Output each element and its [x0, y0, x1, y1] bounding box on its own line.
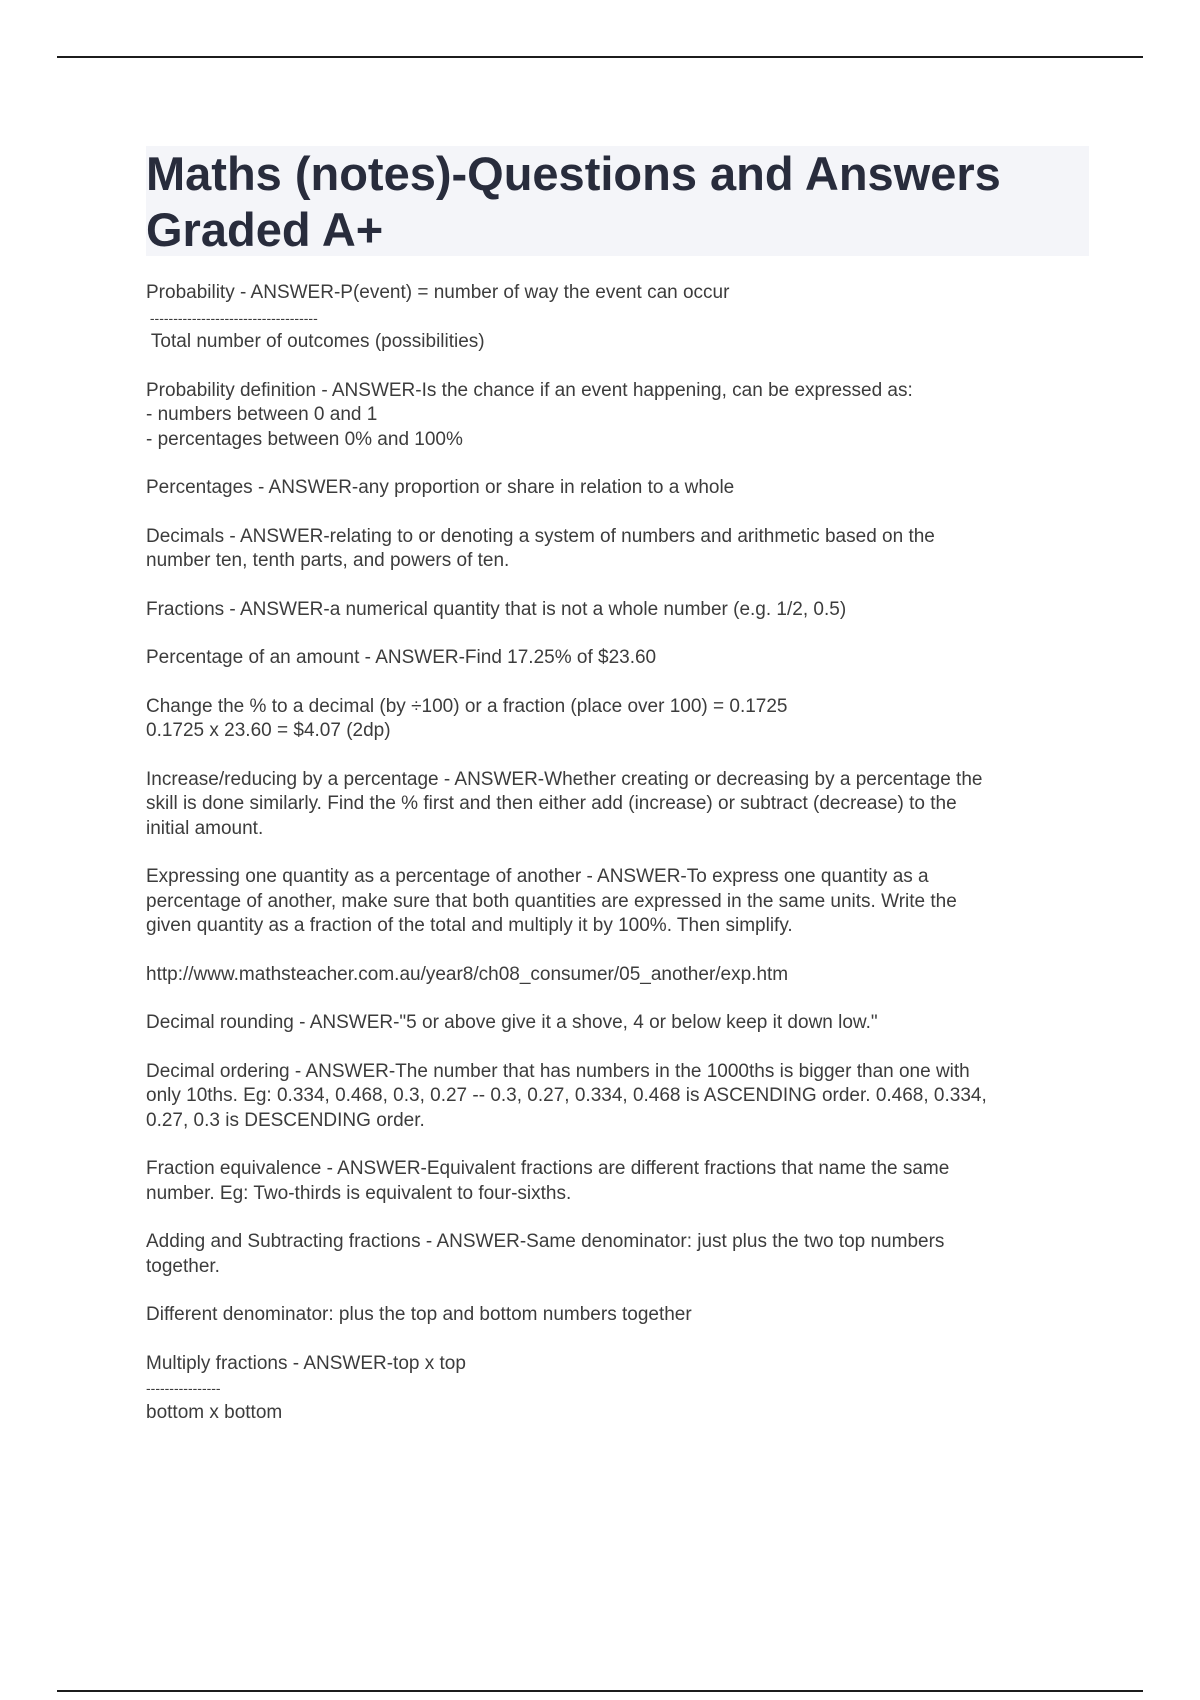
qa-entry-decimals	[146, 525, 1091, 574]
entry-line: 0.1725 x 23.60 = $4.07 (2dp)	[146, 720, 391, 741]
qa-list	[146, 281, 1091, 1449]
fraction-bar-text: ----------------	[146, 1380, 221, 1396]
entry-line: together.	[146, 1255, 220, 1277]
entry-line: Adding and Subtracting fractions - ANSWER-Same denominator: just plus the two top numbers	[146, 1231, 945, 1252]
entry-line: Fractions - ANSWER-a numerical quantity that is not a whole number (e.g. 1/2, 0.5)	[146, 598, 847, 620]
entry-line: number. Eg: Two-thirds is equivalent to four-sixths.	[146, 1182, 572, 1204]
fraction-bar-text: ------------------------------------	[146, 309, 318, 326]
entry-line: number ten, tenth parts, and powers of ten.	[146, 550, 510, 571]
qa-entry-change-percent	[146, 695, 1091, 744]
entry-line: Fraction equivalence - ANSWER-Equivalent fractions are different fractions that name the same	[146, 1158, 950, 1179]
qa-entry-adding-subtracting	[146, 1230, 1091, 1279]
title-line-2: Graded A+	[146, 203, 384, 256]
entry-line: - numbers between 0 and 1	[146, 404, 378, 425]
entry-line: skill is done similarly. Find the % first and then either add (increase) or subtract (decrease) to the	[146, 793, 957, 814]
entry-line: Increase/reducing by a percentage - ANSWER-Whether creating or decreasing by a percentage the	[146, 768, 983, 790]
document-title	[146, 146, 1089, 258]
entry-line: Percentage of an amount - ANSWER-Find 17.25% of $23.60	[146, 647, 657, 668]
entry-line: Total number of outcomes (possibilities)	[146, 331, 485, 352]
qa-entry-multiply-fractions	[146, 1352, 1091, 1426]
entry-line: Decimals - ANSWER-relating to or denoting a system of numbers and arithmetic based on the	[146, 525, 935, 547]
qa-entry-probability	[146, 281, 1091, 355]
entry-line: Different denominator: plus the top and bottom numbers together	[146, 1304, 692, 1325]
qa-entry-percentage-of-amount	[146, 646, 1091, 671]
entry-line: percentage of another, make sure that both quantities are expressed in the same units. Write the	[146, 890, 957, 912]
qa-entry-fraction-equivalence	[146, 1157, 1091, 1206]
qa-entry-decimal-rounding	[146, 1011, 1091, 1036]
qa-entry-increase-reduce	[146, 768, 1091, 842]
qa-entry-reference-link	[146, 963, 1091, 988]
entry-line: - percentages between 0% and 100%	[146, 428, 463, 450]
entry-line: only 10ths. Eg: 0.334, 0.468, 0.3, 0.27 -- 0.3, 0.27, 0.334, 0.468 is ASCENDING order. 0.468, 0.334,	[146, 1085, 987, 1106]
entry-line: Probability - ANSWER-P(event) = number of way the event can occur	[146, 282, 730, 303]
qa-entry-percentages	[146, 476, 1091, 501]
entry-line: given quantity as a fraction of the total and multiply it by 100%. Then simplify.	[146, 915, 793, 936]
entry-line: Decimal rounding - ANSWER-"5 or above give it a shove, 4 or below keep it down low."	[146, 1012, 878, 1033]
qa-entry-decimal-ordering	[146, 1060, 1091, 1134]
qa-entry-probability-definition	[146, 379, 1091, 453]
title-banner	[146, 146, 1089, 256]
entry-line: Decimal ordering - ANSWER-The number that has numbers in the 1000ths is bigger than one with	[146, 1060, 970, 1082]
entry-line: Percentages - ANSWER-any proportion or share in relation to a whole	[146, 477, 735, 498]
reference-link[interactable]: http://www.mathsteacher.com.au/year8/ch08_consumer/05_another/exp.htm	[146, 963, 789, 985]
entry-line: Probability definition - ANSWER-Is the chance if an event happening, can be expressed as:	[146, 379, 913, 401]
entry-line: Change the % to a decimal (by ÷100) or a fraction (place over 100) = 0.1725	[146, 695, 788, 717]
title-line-1: Maths (notes)-Questions and Answers	[146, 147, 1001, 200]
entry-line: initial amount.	[146, 817, 264, 839]
entry-line: 0.27, 0.3 is DESCENDING order.	[146, 1109, 425, 1131]
qa-entry-quantity-percentage	[146, 865, 1091, 939]
header-rule	[57, 56, 1143, 58]
qa-entry-different-denominator	[146, 1303, 1091, 1328]
entry-line: bottom x bottom	[146, 1401, 283, 1423]
entry-line: Multiply fractions - ANSWER-top x top	[146, 1352, 466, 1374]
entry-line: Expressing one quantity as a percentage of another - ANSWER-To express one quantity as a	[146, 866, 929, 887]
qa-entry-fractions	[146, 598, 1091, 623]
footer-rule	[57, 1690, 1143, 1692]
